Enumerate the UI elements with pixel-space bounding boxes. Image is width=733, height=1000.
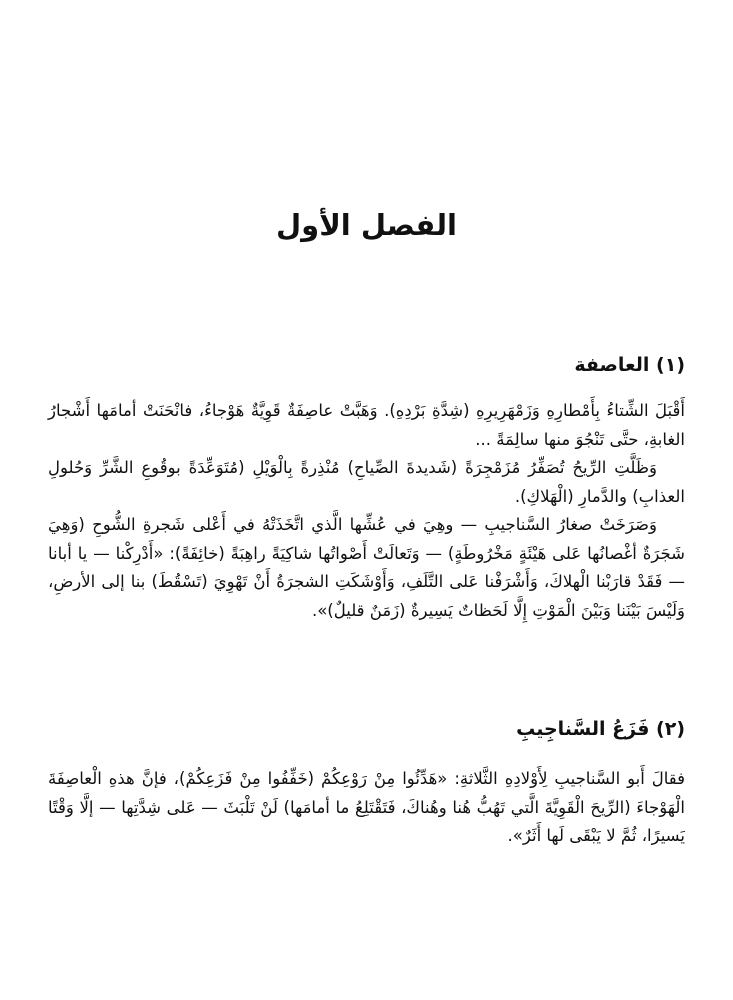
section-heading: (٢) فَزَعُ السَّناجِيبِ	[516, 718, 685, 740]
paragraph: أَقْبَلَ الشِّتاءُ بِأَمْطارِهِ وَزَمْهَرِيرِهِ (شِدَّةِ بَرْدِهِ). وَهَبَّتْ عاصِفَةٌ قَوِيَّةٌ هَوْجاءُ، فانْحَنَتْ أمامَها أَشْجارُ الغابةِ، حتَّى تَنْجُوَ منها سالِمَةً ...	[48, 401, 685, 449]
section-heading: (١) العاصفة	[574, 354, 685, 376]
section-storm	[48, 347, 685, 625]
paragraph: وَصَرَخَتْ صغارُ السَّناجيبِ — وهِيَ في عُشِّها الَّذي اتَّخَذَتْهُ في أَعْلى شَجرةِ الشُّوحِ (وَهِيَ شَجَرَةٌ أغْصانُها عَلى هَيْئَةٍ مَخْرُوطَةٍ) — وَتَعالَتْ أَصْواتُها شاكِيَةً راهِبَةً (خائِفَةً): «أَدْرِكْنا — يا أبانا — فَقَدْ قارَبْنا الْهلاكَ، وَأَشْرَفْنا عَلى التَّلَفِ، وَأَوْشَكَتِ الشجرَةُ أَنْ تَهْوِيَ (تَسْقُطَ) بنا إلى الأرضِ، وَلَيْسَ بَيْنَنا وَبَيْنَ الْمَوْتِ إِلَّا لَحَظاتٌ يَسِيرةٌ (زَمَنٌ قليلٌ)».	[48, 515, 685, 620]
paragraph: وَظَلَّتِ الرِّيحُ تُصَفِّرُ مُزَمْجِرَةً (شَديدةَ الصِّياحِ) مُنْذِرةً بِالْوَيْلِ (مُتَوَعِّدَةً بوقُوعِ الشَّرِّ وَحُلولِ العذابِ) والدَّمارِ (الْهَلاكِ).	[48, 458, 685, 506]
chapter-title: الفصل الأول	[276, 208, 457, 242]
paragraph: فقالَ أَبو السَّناجيبِ لِأَوْلادِهِ الثَّلاثةِ: «هَدِّئُوا مِنْ رَوْعِكُمْ (خَفِّفُوا مِنْ فَزَعِكُمْ)، فإنَّ هذهِ الْعاصِفَةَ الْهَوْجاءَ (الرِّيحَ الْقَوِيَّةَ الَّتي تَهُبُّ هُنا وهُناكَ، فَتَقْتَلِعُ ما أمامَها) لَنْ تَلْبَثَ — عَلى شِدَّتِها — إلَّا وَقْتًا يَسيرًا، ثُمَّ لا يَبْقَى لَها أَثَرٌ».	[48, 769, 685, 845]
section-squirrels-fear	[48, 711, 685, 851]
